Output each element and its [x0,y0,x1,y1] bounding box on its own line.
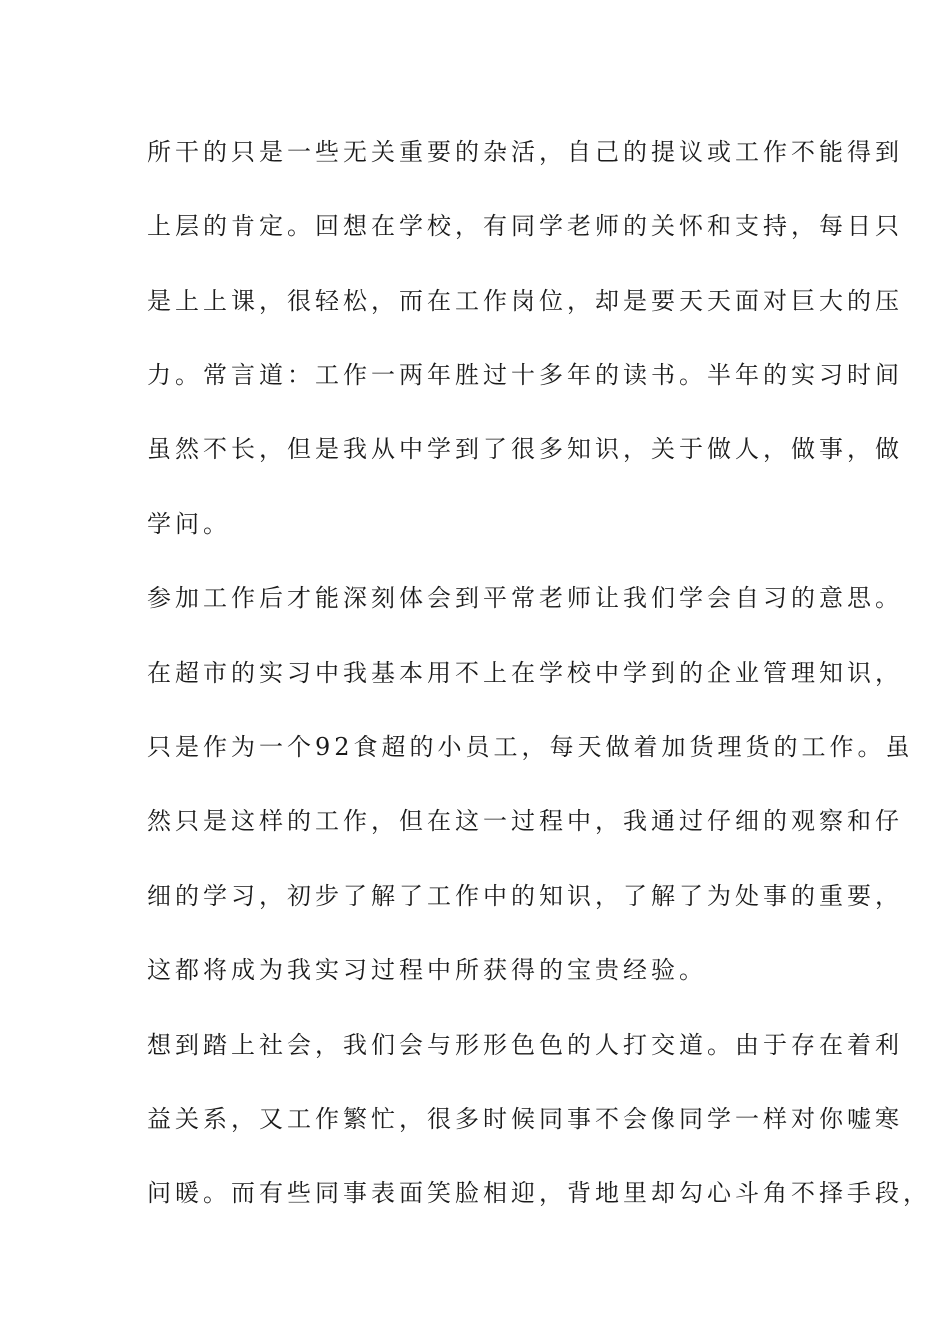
text-line-3: 是上上课，很轻松，而在工作岗位，却是要天天面对巨大的压 [147,287,903,315]
text-line-6: 学问。 [147,510,231,538]
text-line-12: 这都将成为我实习过程中所获得的宝贵经验。 [147,956,707,984]
text-line-2: 上层的肯定。回想在学校，有同学老师的关怀和支持，每日只 [147,212,903,240]
text-line-15: 问暖。而有些同事表面笑脸相迎，背地里却勾心斗角不择手段， [147,1179,931,1207]
text-line-10: 然只是这样的工作，但在这一过程中，我通过仔细的观察和仔 [147,807,903,835]
text-line-9: 只是作为一个92食超的小员工，每天做着加货理货的工作。虽 [147,733,914,761]
text-line-4: 力。常言道：工作一两年胜过十多年的读书。半年的实习时间 [147,361,903,389]
text-line-14: 益关系，又工作繁忙，很多时候同事不会像同学一样对你嘘寒 [147,1105,903,1133]
text-line-5: 虽然不长，但是我从中学到了很多知识，关于做人，做事，做 [147,435,903,463]
text-line-1: 所干的只是一些无关重要的杂活，自己的提议或工作不能得到 [147,138,903,166]
text-line-8: 在超市的实习中我基本用不上在学校中学到的企业管理知识， [147,659,903,687]
text-line-7: 参加工作后才能深刻体会到平常老师让我们学会自习的意思。 [147,584,903,612]
text-line-11: 细的学习，初步了解了工作中的知识，了解了为处事的重要， [147,882,903,910]
text-line-13: 想到踏上社会，我们会与形形色色的人打交道。由于存在着利 [147,1031,903,1059]
